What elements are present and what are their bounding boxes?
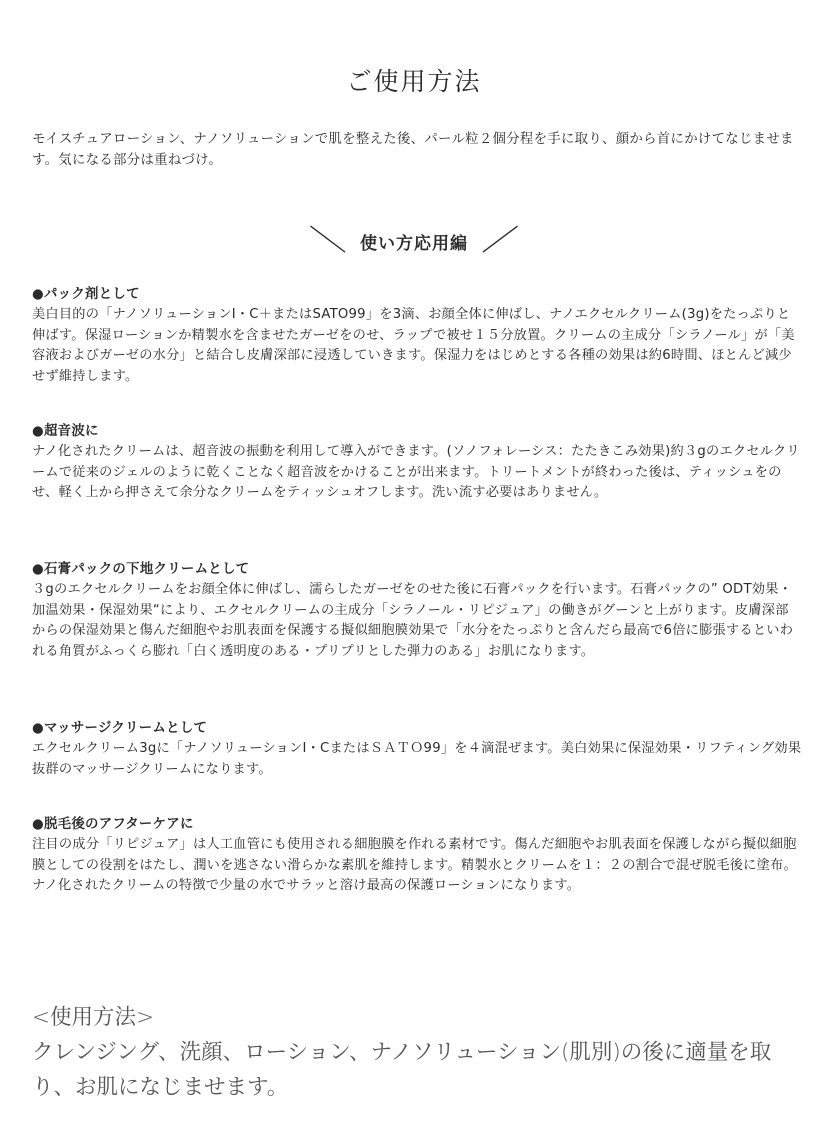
section-heading: ●パック剤として: [32, 287, 140, 302]
section-aftercare: [32, 814, 802, 897]
section-body: 美白目的の「ナノソリューションI・C＋またはSATO99」を3滴、お顔全体に伸ばし、ナノエクセルクリーム(3g)をたっぷりと伸ばす。保湿ローションか精製水を含ませたガーゼをのせ、ラップで被せ１５分放置。クリームの主成分「シラノール」が「美容液およびガーゼの水分」と結合し皮膚深部に浸透していきます。保湿力をはじめとする各種の効果は約6時間、ほとんど減少せず維持します。: [32, 307, 795, 384]
usage-footer: [32, 1000, 802, 1105]
section-heading: ●石膏パックの下地クリームとして: [32, 562, 250, 577]
applied-usage-label: 使い方応用編: [360, 233, 468, 254]
left-slash-decoration: ＼: [308, 218, 348, 264]
intro-text: モイスチュアローション、ナノソリューションで肌を整えた後、パール粒２個分程を手に取り、顔から首にかけてなじませます。気になる部分は重ねづけ。: [32, 132, 794, 168]
right-slash-decoration: ／: [480, 218, 520, 264]
section-heading: ●マッサージクリームとして: [32, 721, 208, 736]
footer-body: クレンジング、洗顔、ローション、ナノソリューション(肌別)の後に適量を取り、お肌になじませます。: [32, 1040, 772, 1100]
section-body: エクセルクリーム3gに「ナノソリューションI・CまたはＳＡＴＯ99」を４滴混ぜます。美白効果に保湿効果・リフティング効果抜群のマッサージクリームになります。: [32, 741, 802, 777]
section-body: ナノ化されたクリームは、超音波の振動を利用して導入ができます。(ソノフォレーシス：たたきこみ効果)約３gのエクセルクリームで従来のジェルのように乾くことなく超音波をかけることが出来ます。トリートメントが終わった後は、ティッシュをのせ、軽く上から押さえて余分なクリームをティッシュオフします。洗い流す必要はありません。: [32, 444, 800, 501]
applied-usage-subheading: [0, 218, 828, 264]
section-body: ３gのエクセルクリームをお顔全体に伸ばし、濡らしたガーゼをのせた後に石膏パックを行います。石膏パックの” ODT効果・加温効果・保湿効果“により、エクセルクリームの主成分「シラノール・リピジュア」の働きがグーンと上がります。皮膚深部からの保湿効果と傷んだ細胞やお肌表面を保護する擬似細胞膜効果で「水分をたっぷりと含んだら最高で6倍に膨張するといわれる角質がふっくら膨れ「白く透明度のある・プリプリとした弾力のある」お肌になります。: [32, 582, 794, 659]
section-heading: ●脱毛後のアフターケアに: [32, 817, 194, 832]
footer-heading: <使用方法>: [32, 1005, 155, 1030]
section-ultrasound: [32, 421, 802, 504]
section-heading: ●超音波に: [32, 424, 99, 439]
page-title: ご使用方法: [346, 67, 482, 96]
section-pack: [32, 284, 802, 387]
section-plaster-pack: [32, 559, 802, 662]
section-body: 注目の成分「リピジュア」は人工血管にも使用される細胞膜を作れる素材です。傷んだ細胞やお肌表面を保護しながら擬似細胞膜としての役割をはたし、潤いを逃さない滑らかな素肌を維持します。精製水とクリームを１：２の割合で混ぜ脱毛後に塗布。ナノ化されたクリームの特徴で少量の水でサラッと溶け最高の保護ローションになります。: [32, 837, 797, 894]
section-massage: [32, 718, 802, 780]
